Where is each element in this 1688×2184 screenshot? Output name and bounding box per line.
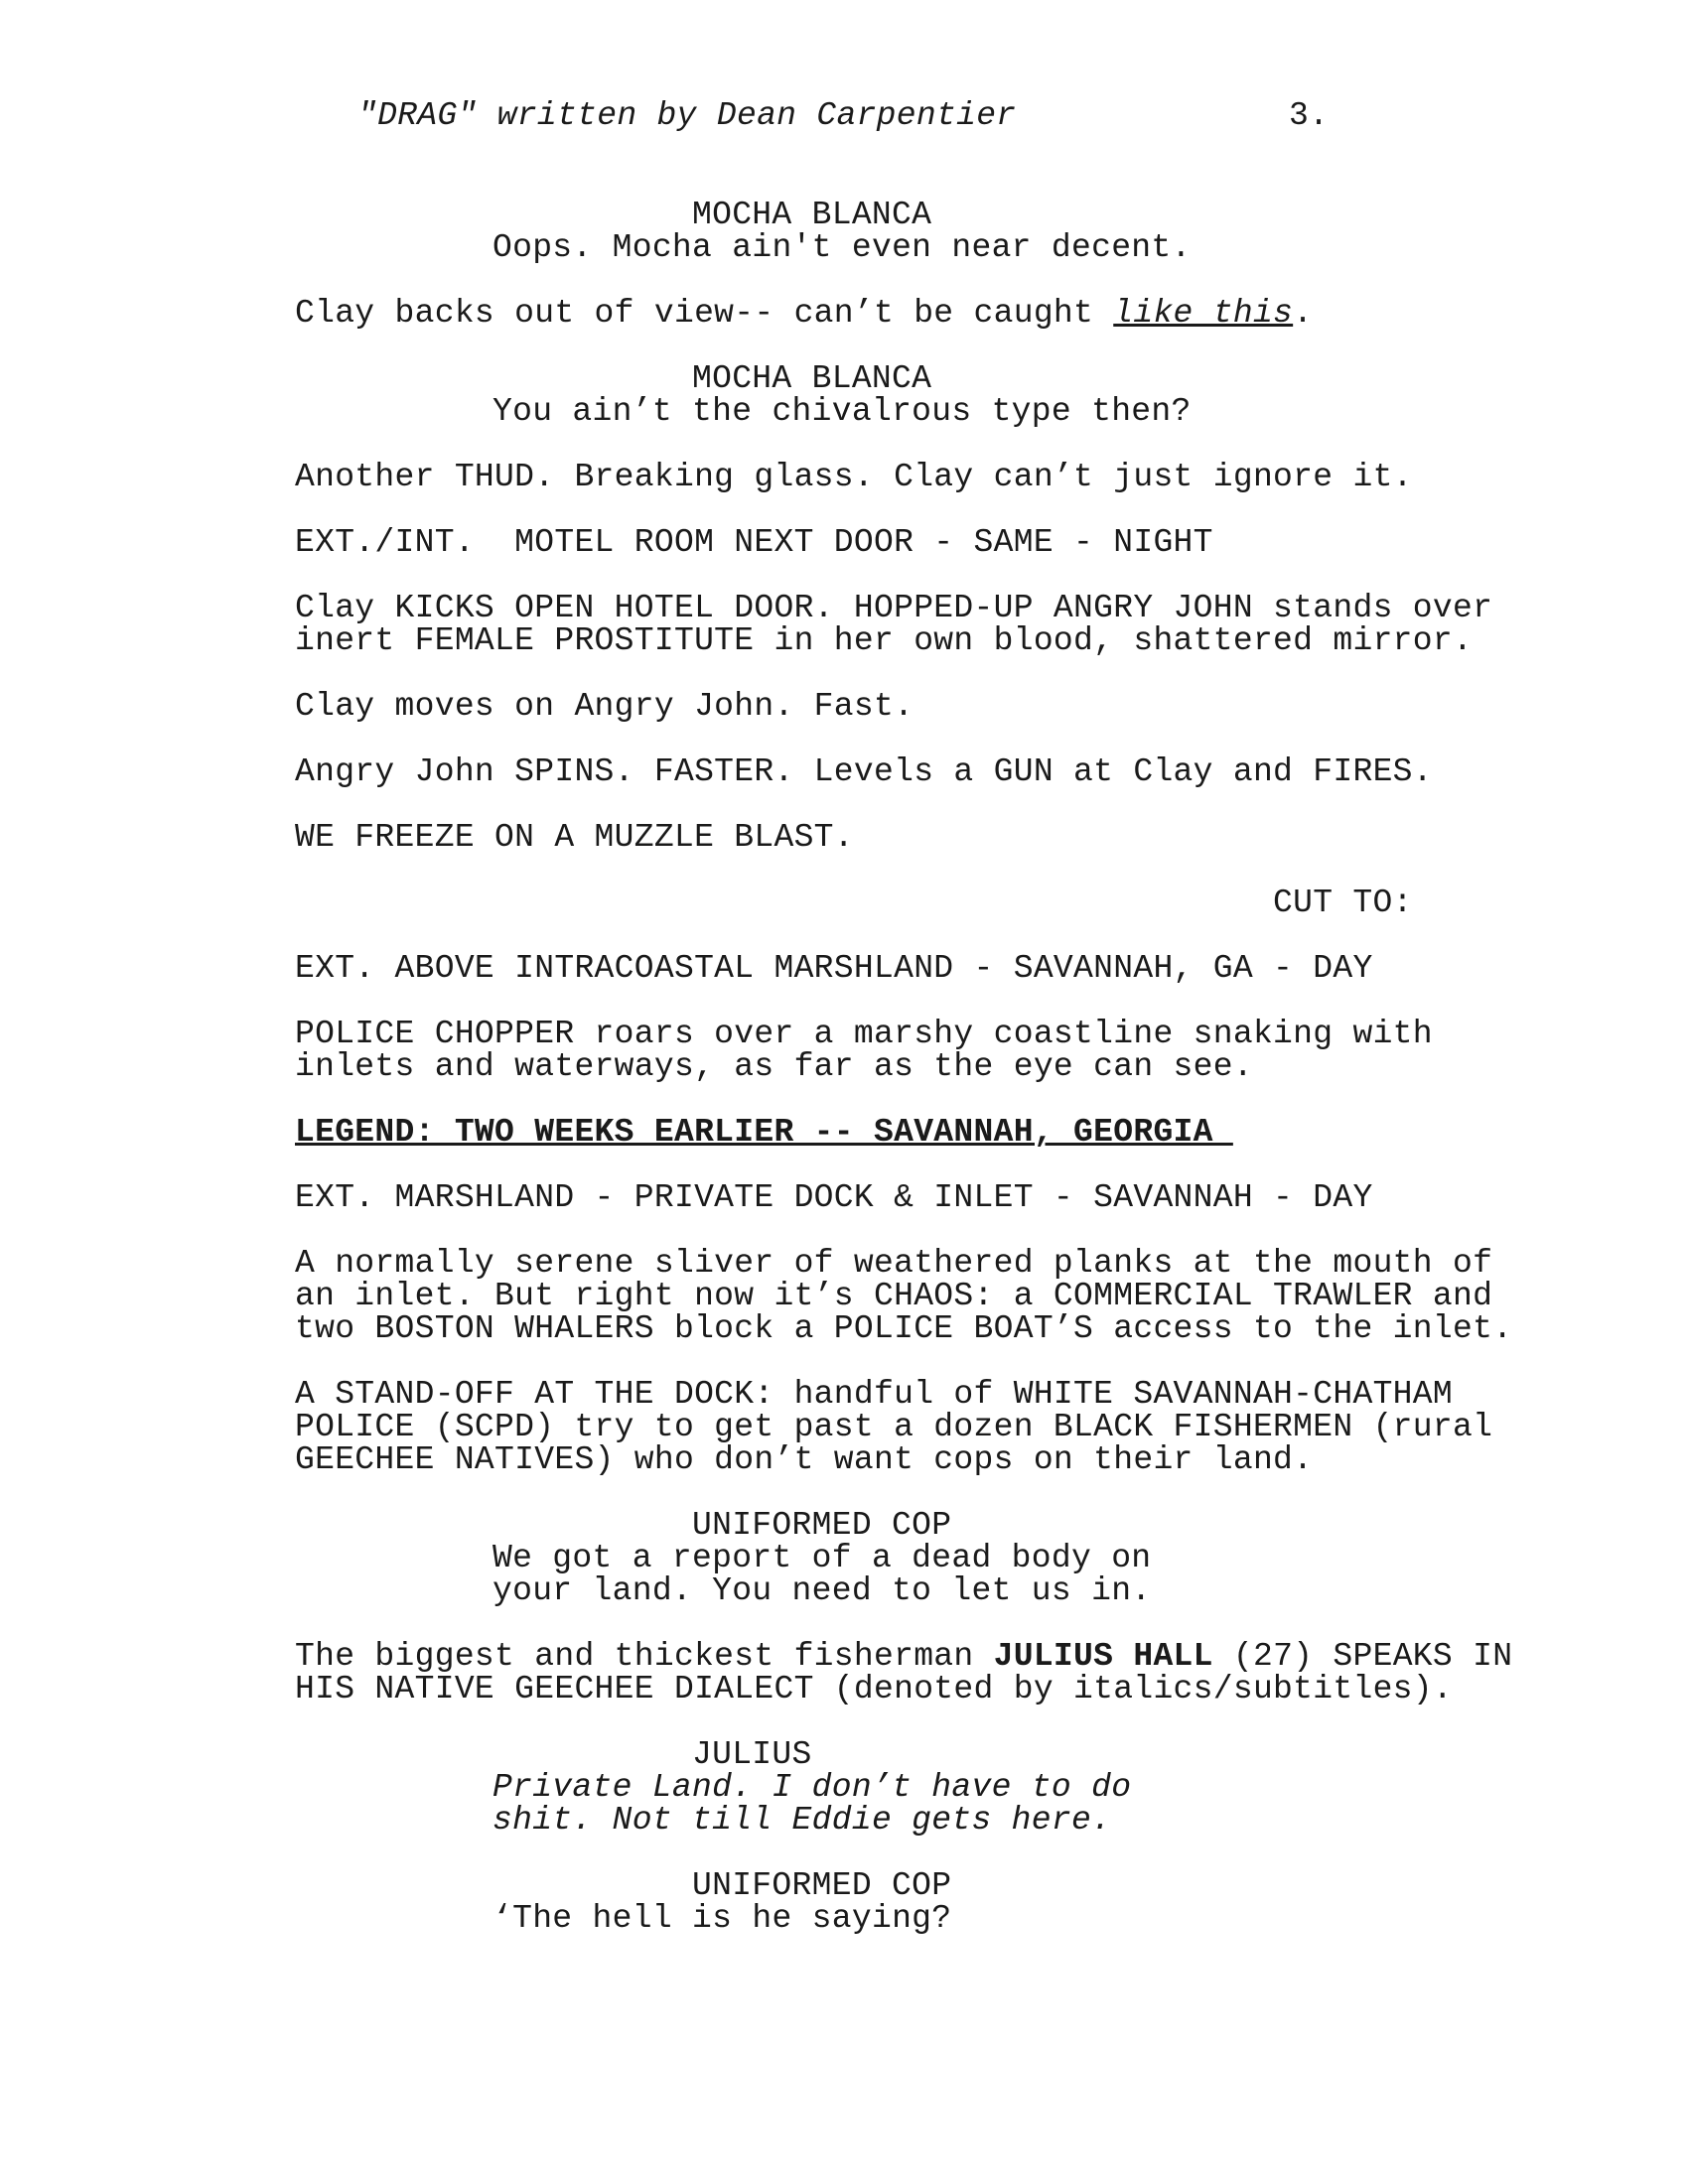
character-name: MOCHA BLANCA [692, 360, 932, 397]
dialogue-line: Private Land. I don’t have to do [492, 1769, 1132, 1806]
character-intro: JULIUS HALL [993, 1638, 1213, 1675]
dialogue-line: shit. Not till Eddie gets here. [492, 1802, 1112, 1839]
action-line: inert FEMALE PROSTITUTE in her own blood, shattered mirror. [295, 622, 1474, 659]
action-line: an inlet. But right now it’s CHAOS: a COMMERCIAL TRAWLER and [295, 1278, 1493, 1314]
legend-title-card: LEGEND: TWO WEEKS EARLIER -- SAVANNAH, GEORGIA [295, 1114, 1233, 1151]
action-line: POLICE (SCPD) try to get past a dozen BLACK FISHERMEN (rural [295, 1409, 1493, 1445]
action-line: inlets and waterways, as far as the eye can see. [295, 1048, 1253, 1085]
action-line: HIS NATIVE GEECHEE DIALECT (denoted by italics/subtitles). [295, 1671, 1453, 1707]
character-name: UNIFORMED COP [692, 1507, 952, 1544]
dialogue-line: You ain’t the chivalrous type then? [492, 393, 1192, 430]
action-line: Angry John SPINS. FASTER. Levels a GUN at Clay and FIRES. [295, 753, 1433, 790]
scene-heading: EXT. MARSHLAND - PRIVATE DOCK & INLET - SAVANNAH - DAY [295, 1179, 1373, 1216]
action-line: Clay moves on Angry John. Fast. [295, 688, 914, 725]
scene-heading: EXT./INT. MOTEL ROOM NEXT DOOR - SAME - NIGHT [295, 524, 1213, 561]
dialogue-line: Oops. Mocha ain't even near decent. [492, 229, 1192, 266]
action-line: POLICE CHOPPER roars over a marshy coastline snaking with [295, 1016, 1433, 1052]
script-title-header: "DRAG" written by Dean Carpentier [357, 97, 1017, 134]
transition: CUT TO: [1273, 885, 1413, 921]
action-line [295, 1640, 1512, 1673]
action-text: (27) SPEAKS IN [1212, 1638, 1513, 1675]
dialogue-line: your land. You need to let us in. [492, 1572, 1152, 1609]
scene-heading: EXT. ABOVE INTRACOASTAL MARSHLAND - SAVANNAH, GA - DAY [295, 950, 1373, 987]
action-line: Clay KICKS OPEN HOTEL DOOR. HOPPED-UP ANGRY JOHN stands over [295, 590, 1493, 626]
action-text: Clay backs out of view-- can’t be caught [295, 295, 1114, 332]
action-line: WE FREEZE ON A MUZZLE BLAST. [295, 819, 854, 856]
action-line: A normally serene sliver of weathered planks at the mouth of [295, 1245, 1493, 1282]
action-text: . [1293, 295, 1314, 332]
action-line: two BOSTON WHALERS block a POLICE BOAT’S access to the inlet. [295, 1310, 1513, 1347]
action-line: A STAND-OFF AT THE DOCK: handful of WHITE SAVANNAH-CHATHAM [295, 1376, 1453, 1413]
action-line: Another THUD. Breaking glass. Clay can’t just ignore it. [295, 459, 1413, 495]
action-line: GEECHEE NATIVES) who don’t want cops on their land. [295, 1441, 1314, 1478]
emphasis-text: like this [1113, 295, 1294, 332]
page-number: 3. [1289, 97, 1330, 134]
dialogue-line: We got a report of a dead body on [492, 1540, 1152, 1576]
action-line [295, 297, 1313, 330]
action-text: The biggest and thickest fisherman [295, 1638, 994, 1675]
dialogue-line: ‘The hell is he saying? [492, 1900, 952, 1937]
character-name: JULIUS [692, 1736, 812, 1773]
character-name: UNIFORMED COP [692, 1867, 952, 1904]
character-name: MOCHA BLANCA [692, 197, 932, 233]
